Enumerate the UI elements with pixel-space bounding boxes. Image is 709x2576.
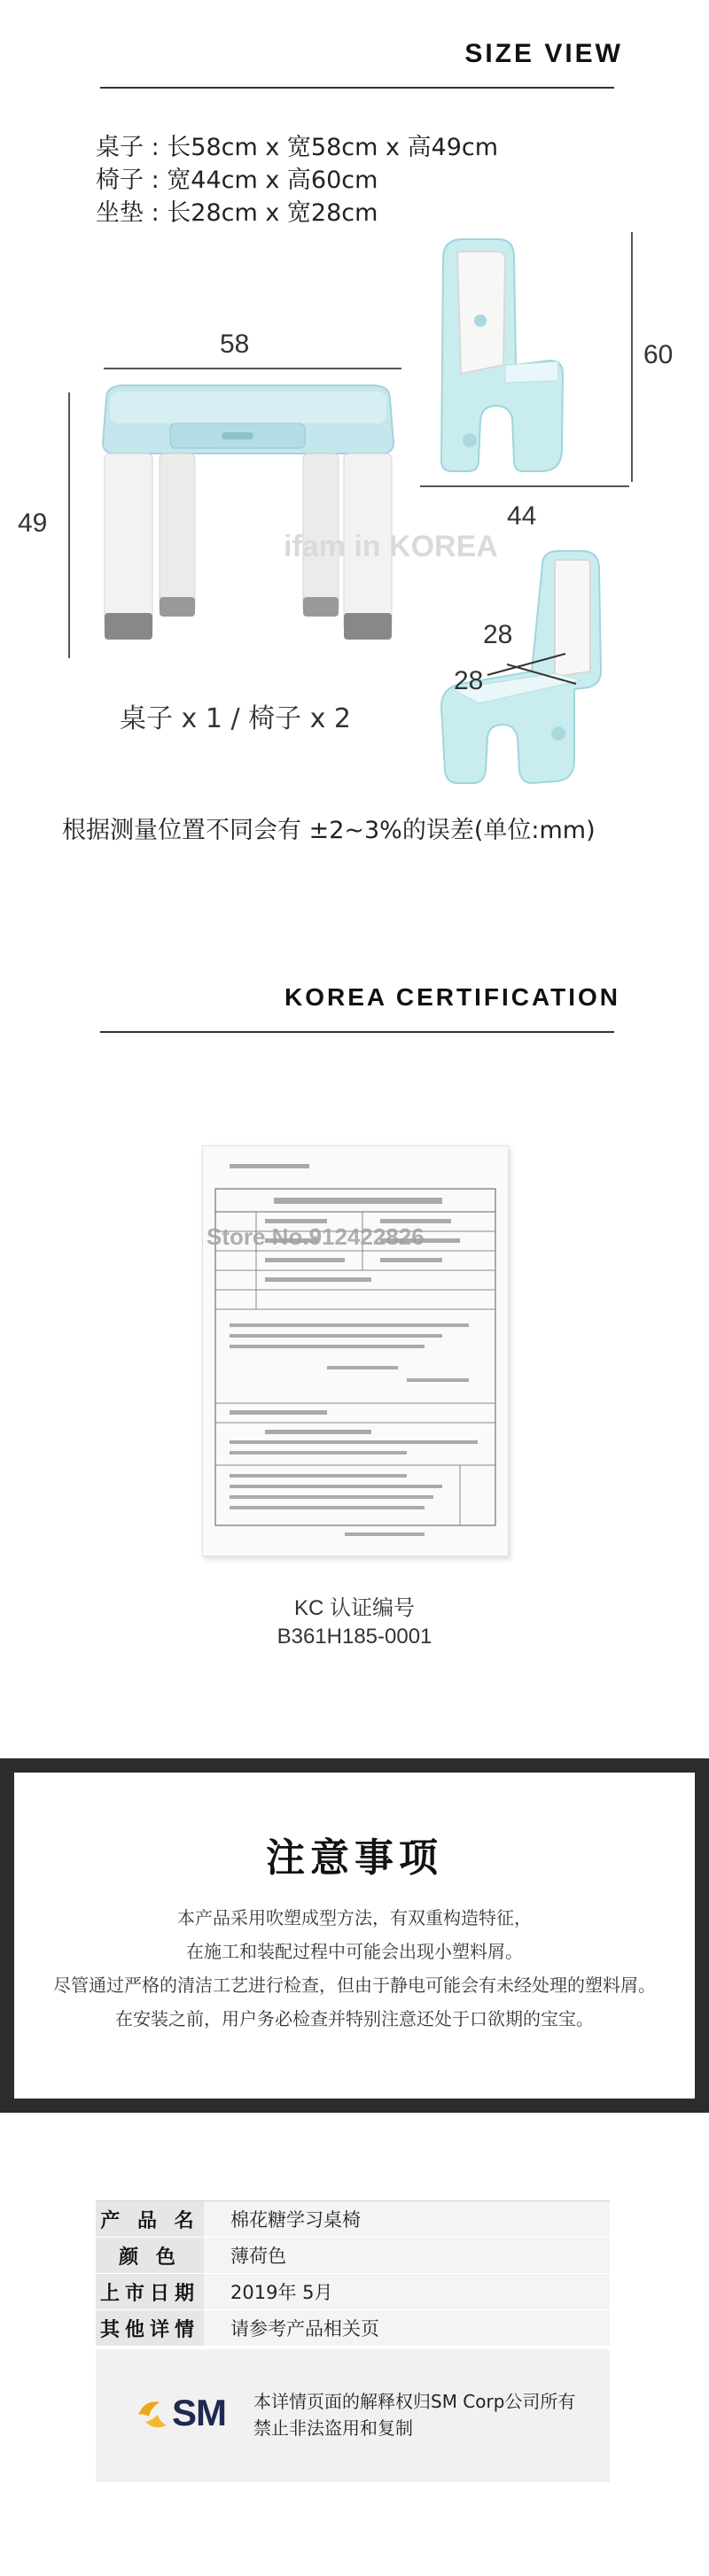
copyright-text: [253, 2388, 575, 2441]
table-width-label: 58: [220, 330, 250, 359]
notice-panel: [0, 1758, 709, 2113]
certification-divider: [100, 1031, 614, 1033]
chair-width-label: 44: [507, 501, 537, 531]
table-width-line: [104, 368, 401, 369]
info-row-other: [96, 2310, 610, 2347]
chair-height-line: [631, 232, 633, 482]
info-value: 棉花糖学习桌椅: [230, 2209, 361, 2231]
kc-number: B361H185-0001: [277, 1625, 432, 1649]
info-value: 请参考产品相关页: [230, 2318, 379, 2339]
info-key: 上市日期: [99, 2282, 199, 2305]
store-watermark: Store No.912422826: [206, 1223, 425, 1250]
spec-chair: 椅子 : 宽44cm x 高60cm: [96, 167, 378, 194]
spec-list: [96, 131, 498, 229]
notice-line: 尽管通过严格的清洁工艺进行检查，但由于静电可能会有未经处理的塑料屑。: [53, 1975, 656, 1996]
notice-inner: [14, 1773, 695, 2099]
info-value: 薄荷色: [230, 2246, 286, 2267]
table-height-line: [68, 392, 70, 658]
cushion-dim-a: 28: [483, 620, 513, 649]
notice-line: 本产品采用吹塑成型方法，有双重构造特征，: [177, 1907, 532, 1928]
table-illustration: [89, 381, 408, 664]
info-row-color: [96, 2238, 610, 2274]
brand-watermark: ifam in KOREA: [284, 530, 498, 563]
kc-certificate-document: [202, 1145, 509, 1556]
info-key: 颜 色: [119, 2246, 181, 2269]
sm-logo-mark-icon: [133, 2395, 172, 2434]
certification-title: KOREA CERTIFICATION: [284, 983, 620, 1011]
spec-table: 桌子 : 长58cm x 宽58cm x 高49cm: [96, 134, 499, 161]
chair-width-line: [420, 485, 629, 487]
info-key: 产 品 名: [100, 2209, 199, 2232]
cushion-dim-lines: [479, 638, 585, 691]
spec-cushion: 坐垫 : 长28cm x 宽28cm: [96, 199, 378, 227]
info-key: 其他详情: [99, 2318, 199, 2341]
notice-line: 在施工和装配过程中可能会出现小塑料屑。: [186, 1941, 523, 1962]
kc-label: KC 认证编号: [293, 1596, 415, 1620]
copyright-line: 禁止非法盗用和复制: [253, 2417, 413, 2439]
copyright-line: 本详情页面的解释权归SM Corp公司所有: [253, 2391, 576, 2412]
notice-body: [14, 1901, 695, 2036]
table-height-label: 49: [18, 508, 48, 538]
cushion-dim-b: 28: [454, 666, 484, 695]
chair-height-label: 60: [643, 340, 674, 369]
tolerance-note: 根据测量位置不同会有 ±2~3%的误差(单位:mm): [62, 817, 596, 844]
certificate-form-lines: [203, 1146, 508, 1556]
info-value: 2019年 5月: [230, 2282, 333, 2303]
info-row-date: [96, 2274, 610, 2310]
info-row-name: [96, 2201, 610, 2238]
size-view-divider: [100, 87, 614, 89]
brand-footer: [96, 2349, 610, 2482]
notice-title: 注意事项: [266, 1835, 443, 1881]
notice-line: 在安装之前，用户务必检查并特别注意还处于口欲期的宝宝。: [115, 2008, 594, 2029]
size-view-title: SIZE VIEW: [464, 39, 623, 68]
sm-logo-text: SM: [172, 2392, 226, 2433]
set-caption: 桌子 x 1 / 椅子 x 2: [120, 703, 352, 734]
chair-side-illustration: [417, 232, 638, 489]
